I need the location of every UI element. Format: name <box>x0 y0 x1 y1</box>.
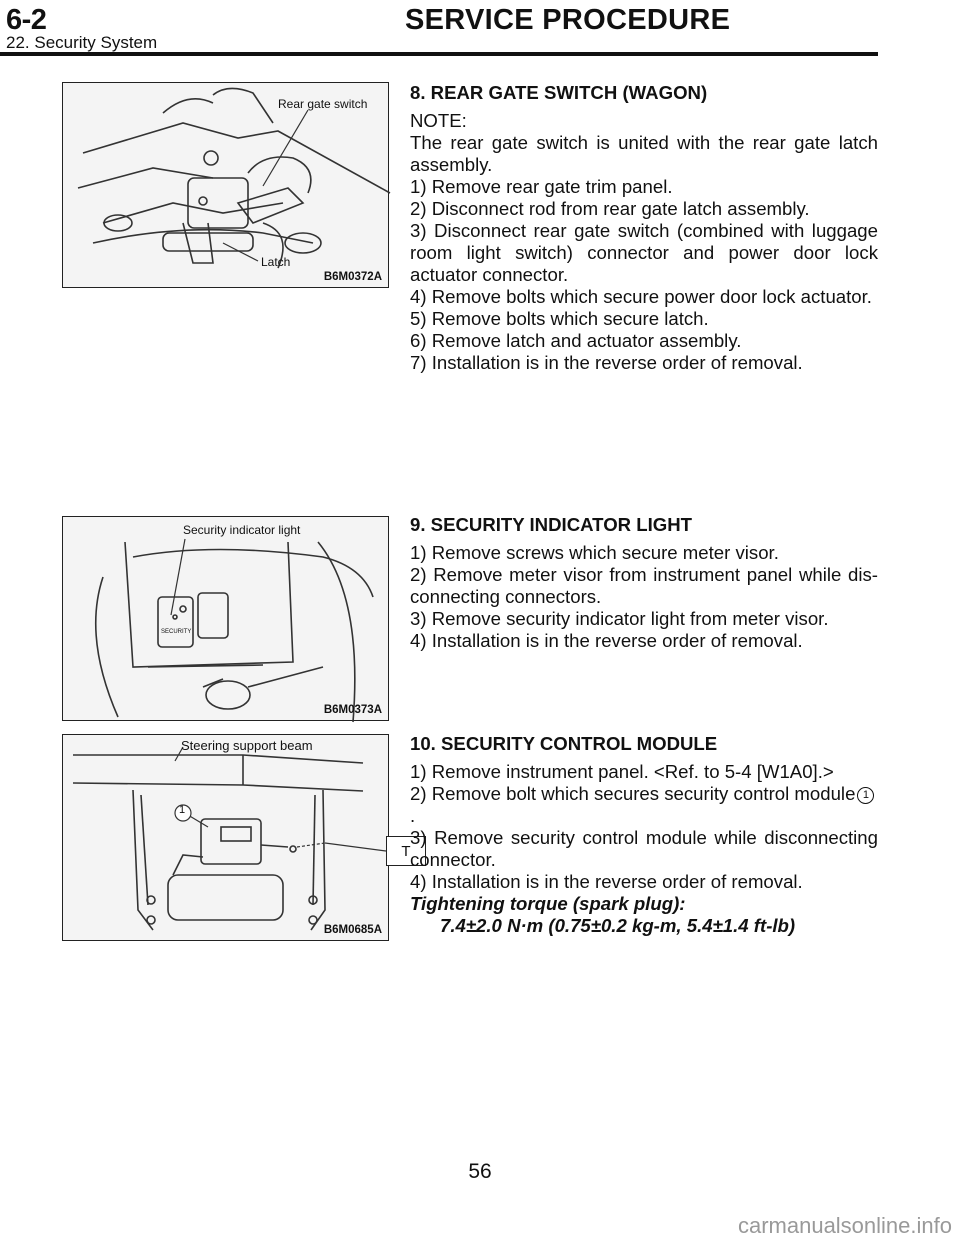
section-9 <box>410 514 878 652</box>
label-steering-support-beam: Steering support beam <box>181 738 313 753</box>
step-2-text: 2) Remove bolt which secures security control module <box>410 783 856 804</box>
torque-value: 7.4±2.0 N·m (0.75±0.2 kg-m, 5.4±1.4 ft-lb) <box>440 915 796 936</box>
section-title: SERVICE PROCEDURE <box>405 4 731 36</box>
note-label: NOTE: <box>410 110 467 131</box>
section-8 <box>410 82 878 374</box>
step: 2) Disconnect rod from rear gate latch assembly. <box>410 198 810 219</box>
section-10-heading: 10. SECURITY CONTROL MODULE <box>410 733 718 754</box>
control-module-illustration <box>63 735 390 942</box>
step: 3) Disconnect rear gate switch (combined with luggage room light switch) connector and power door lock actuator connector. <box>410 220 878 285</box>
section-10 <box>410 733 878 937</box>
figure-code: B6M0685A <box>323 924 382 936</box>
watermark: carmanualsonline.info <box>737 1213 952 1238</box>
label-t: T <box>386 836 426 866</box>
figure-rear-gate-switch <box>62 82 389 288</box>
step: 7) Installation is in the reverse order of removal. <box>410 352 803 373</box>
step: 2) Remove meter visor from instrument panel while dis-connecting connectors. <box>410 564 878 607</box>
step: 4) Remove bolts which secure power door lock actuator. <box>410 286 872 307</box>
step: 4) Installation is in the reverse order of removal. <box>410 630 803 651</box>
step: 1) Remove screws which secure meter visor. <box>410 542 779 563</box>
page-header <box>0 0 960 60</box>
step <box>410 783 878 827</box>
step: 1) Remove instrument panel. <Ref. to 5-4 [W1A0].> <box>410 761 834 782</box>
page-number: 56 <box>468 1160 492 1183</box>
figure-code: B6M0373A <box>323 704 382 716</box>
indicator-light-illustration <box>63 517 390 722</box>
step: 4) Installation is in the reverse order of removal. <box>410 871 803 892</box>
label-latch: Latch <box>261 255 291 269</box>
label-rear-gate-switch: Rear gate switch <box>278 97 368 111</box>
step: 5) Remove bolts which secure latch. <box>410 308 709 329</box>
label-callout-1: 1 <box>179 804 186 816</box>
figure-code: B6M0372A <box>323 271 382 283</box>
figure-security-control-module <box>62 734 411 941</box>
step: 6) Remove latch and actuator assembly. <box>410 330 742 351</box>
callout-1-icon: 1 <box>857 787 874 804</box>
section-8-heading: 8. REAR GATE SWITCH (WAGON) <box>410 82 708 103</box>
label-security-indicator-light: Security indicator light <box>183 523 301 537</box>
rear-gate-latch-illustration <box>63 83 390 289</box>
step: 3) Remove security control module while disconnecting connector. <box>410 827 878 870</box>
note-text: The rear gate switch is united with the rear gate latch assembly. <box>410 132 878 175</box>
figure-security-indicator-light <box>62 516 389 721</box>
torque-label: Tightening torque (spark plug): <box>410 893 686 914</box>
step-2-end: . <box>410 805 416 826</box>
section-number: 6-2 <box>6 4 47 36</box>
switch-text: SECURITY <box>161 629 192 635</box>
section-9-heading: 9. SECURITY INDICATOR LIGHT <box>410 514 693 535</box>
step: 3) Remove security indicator light from meter visor. <box>410 608 829 629</box>
header-rule <box>0 52 878 56</box>
subsection-title: 22. Security System <box>6 33 158 52</box>
step: 1) Remove rear gate trim panel. <box>410 176 673 197</box>
